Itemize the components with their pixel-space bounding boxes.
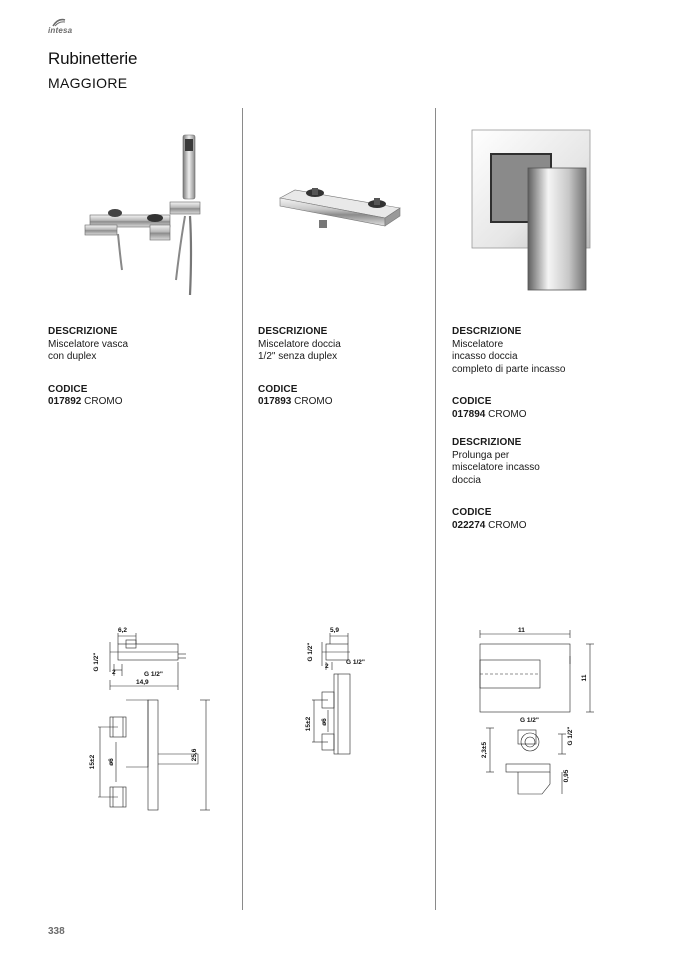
product-finish: CROMO xyxy=(488,519,527,531)
codice-label: CODICE xyxy=(452,396,492,407)
descrizione-label: DESCRIZIONE xyxy=(452,326,522,337)
description-line: 1/2" senza duplex xyxy=(258,351,338,362)
product-022274-info xyxy=(452,437,540,532)
product-017893-info xyxy=(258,326,341,409)
product-code: 017892 xyxy=(48,396,82,407)
dim-g-half-inch-outlet: G 1/2" xyxy=(346,659,365,666)
codice-label: CODICE xyxy=(48,383,88,395)
product-017894-info xyxy=(452,326,565,421)
dim-5-9: 5,9 xyxy=(330,627,340,634)
description-line: Miscelatore vasca xyxy=(48,338,129,350)
codice-label: CODICE xyxy=(452,507,492,518)
product-code-line xyxy=(452,520,540,533)
description-line: con duplex xyxy=(48,351,97,362)
logo-text: intesa xyxy=(48,26,73,35)
product-code: 017893 xyxy=(258,396,292,407)
dim-g-half-inch: G 1/2" xyxy=(307,642,314,662)
dim-15-pm-2: 15±2 xyxy=(305,716,312,732)
product-code-line xyxy=(258,396,341,409)
dim-15-pm-2: 15±2 xyxy=(89,754,96,770)
product-017892-info xyxy=(48,326,128,409)
column-divider-2 xyxy=(435,108,436,910)
dim-11-width: 11 xyxy=(518,627,525,634)
codice-label: CODICE xyxy=(258,383,298,395)
dim-2: 2 xyxy=(325,663,329,670)
product-code: 017894 xyxy=(452,408,486,420)
shower-mixer-drawing xyxy=(302,622,382,762)
shower-mixer-photo xyxy=(275,180,405,240)
dim-g-half-inch-side: G 1/2" xyxy=(567,726,574,746)
description-line: incasso doccia xyxy=(452,351,518,362)
concealed-mixer-photo xyxy=(470,128,595,293)
product-code-line xyxy=(48,396,128,409)
descrizione-label: DESCRIZIONE xyxy=(48,326,118,337)
descrizione-label: DESCRIZIONE xyxy=(258,326,328,337)
dim-0-95: 0,95 xyxy=(563,769,570,783)
dim-g-half-inch-top: G 1/2" xyxy=(520,717,539,724)
product-finish: CROMO xyxy=(488,408,527,420)
dim-diameter-6: ø6 xyxy=(321,718,328,726)
description-line: Miscelatore doccia xyxy=(258,338,341,350)
dim-g-half-inch-outlet: G 1/2" xyxy=(144,671,163,678)
description-line: Prolunga per xyxy=(452,449,510,461)
page-number: 338 xyxy=(48,926,65,937)
bath-mixer-photo xyxy=(80,130,210,300)
dim-2-3-pm-5: 2,3±5 xyxy=(481,741,488,759)
description-line: completo di parte incasso xyxy=(452,363,566,375)
product-code: 022274 xyxy=(452,519,486,531)
dim-6-2: 6,2 xyxy=(118,627,128,634)
bath-mixer-drawing xyxy=(88,622,218,822)
page-title: Rubinetterie xyxy=(48,49,138,68)
concealed-mixer-drawing xyxy=(478,624,598,804)
dim-11-height: 11 xyxy=(581,674,588,682)
dim-diameter-6: ø6 xyxy=(108,758,115,766)
product-finish: CROMO xyxy=(84,396,123,407)
dim-25-6: 25,6 xyxy=(191,748,198,762)
product-finish: CROMO xyxy=(294,396,333,407)
description-line: Miscelatore xyxy=(452,338,504,350)
column-divider-1 xyxy=(242,108,243,910)
description-line: miscelatore incasso xyxy=(452,462,540,473)
dim-2: 2 xyxy=(112,669,116,676)
page-subtitle: MAGGIORE xyxy=(48,75,128,91)
description-line: doccia xyxy=(452,474,481,486)
descrizione-label: DESCRIZIONE xyxy=(452,437,522,448)
product-code-line xyxy=(452,409,565,422)
dim-14-9: 14,9 xyxy=(136,679,149,686)
dim-g-half-inch: G 1/2" xyxy=(93,652,100,672)
